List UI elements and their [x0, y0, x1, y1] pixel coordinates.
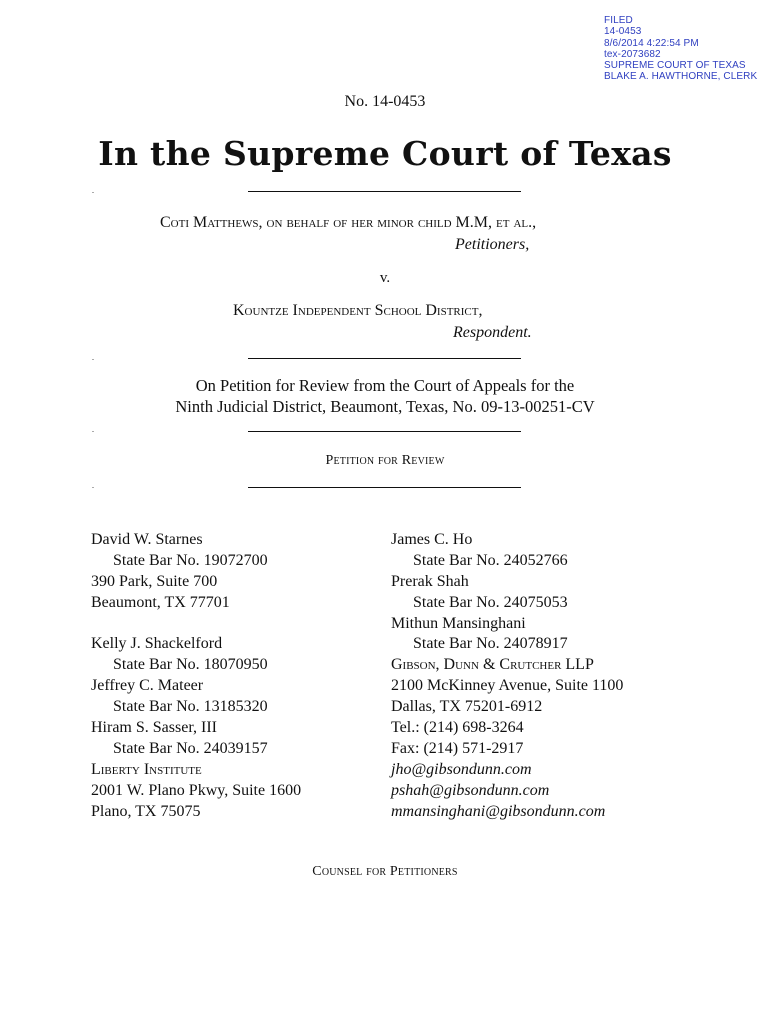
counsel-line: pshah@gibsondunn.com: [391, 781, 550, 799]
counsel-line: State Bar No. 24075053: [413, 593, 568, 611]
counsel-footer: Counsel for Petitioners: [312, 864, 458, 879]
counsel-line: State Bar No. 24078917: [413, 635, 568, 653]
counsel-line: Prerak Shah: [391, 572, 469, 590]
counsel-line: Jeffrey C. Mateer: [91, 677, 204, 695]
counsel-line: Liberty Institute: [91, 760, 202, 778]
stamp-line: FILED: [604, 15, 633, 26]
appeal-line-2: Ninth Judicial District, Beaumont, Texas, No. 09-13-00251-CV: [175, 397, 595, 416]
counsel-line: Fax: (214) 571-2917: [391, 739, 524, 757]
versus: v.: [379, 270, 391, 286]
counsel-line: Plano, TX 75075: [91, 802, 201, 820]
document-title: Petition for Review: [325, 453, 445, 468]
respondent-name: Kountze Independent School District,: [233, 302, 483, 319]
petitioner-role: Petitioners,: [455, 236, 530, 253]
counsel-line: 390 Park, Suite 700: [91, 572, 218, 590]
margin-mark: [92, 487, 94, 488]
counsel-line: [91, 614, 301, 635]
counsel-right-block: [391, 530, 623, 822]
court-title: In the Supreme Court of Texas: [98, 134, 672, 173]
stamp-line: 8/6/2014 4:22:54 PM: [604, 37, 699, 49]
counsel-line: 2100 McKinney Avenue, Suite 1100: [391, 677, 624, 695]
counsel-line: State Bar No. 19072700: [113, 551, 268, 569]
counsel-line: State Bar No. 13185320: [113, 698, 268, 716]
stamp-line: SUPREME COURT OF TEXAS: [604, 60, 746, 72]
counsel-line: Dallas, TX 75201-6912: [391, 698, 543, 716]
margin-mark: [92, 192, 94, 193]
counsel-line: Gibson, Dunn & Crutcher LLP: [391, 656, 594, 674]
stamp-line: BLAKE A. HAWTHORNE, CLERK: [604, 71, 758, 83]
margin-mark: [92, 359, 94, 360]
filing-stamp: [604, 15, 757, 83]
stamp-line: tex-2073682: [604, 48, 661, 60]
petitioner-name: Coti Matthews, on behalf of her minor child M.M, et al.,: [160, 214, 537, 231]
margin-mark: [92, 431, 94, 432]
counsel-line: David W. Starnes: [91, 531, 203, 548]
respondent-role: Respondent.: [453, 324, 532, 341]
appeal-line-1: On Petition for Review from the Court of Appeals for the: [195, 376, 575, 395]
divider-rule: [248, 358, 521, 359]
divider-rule: [248, 487, 521, 488]
counsel-left-block: [91, 530, 301, 822]
counsel-line: State Bar No. 24052766: [413, 551, 568, 569]
divider-rule: [248, 431, 521, 432]
counsel-line: 2001 W. Plano Pkwy, Suite 1600: [91, 781, 302, 799]
counsel-line: Kelly J. Shackelford: [91, 635, 223, 653]
counsel-line: Hiram S. Sasser, III: [91, 719, 217, 737]
stamp-line: 14-0453: [604, 26, 642, 38]
counsel-line: Tel.: (214) 698-3264: [391, 719, 524, 737]
counsel-line: James C. Ho: [391, 531, 473, 548]
counsel-line: Mithun Mansinghani: [391, 614, 526, 632]
divider-rule: [248, 191, 521, 192]
case-number: No. 14-0453: [344, 93, 426, 110]
counsel-line: Beaumont, TX 77701: [91, 593, 230, 611]
counsel-line: State Bar No. 24039157: [113, 739, 268, 757]
counsel-line: State Bar No. 18070950: [113, 656, 268, 674]
counsel-line: mmansinghani@gibsondunn.com: [391, 802, 606, 820]
counsel-line: jho@gibsondunn.com: [391, 760, 532, 778]
